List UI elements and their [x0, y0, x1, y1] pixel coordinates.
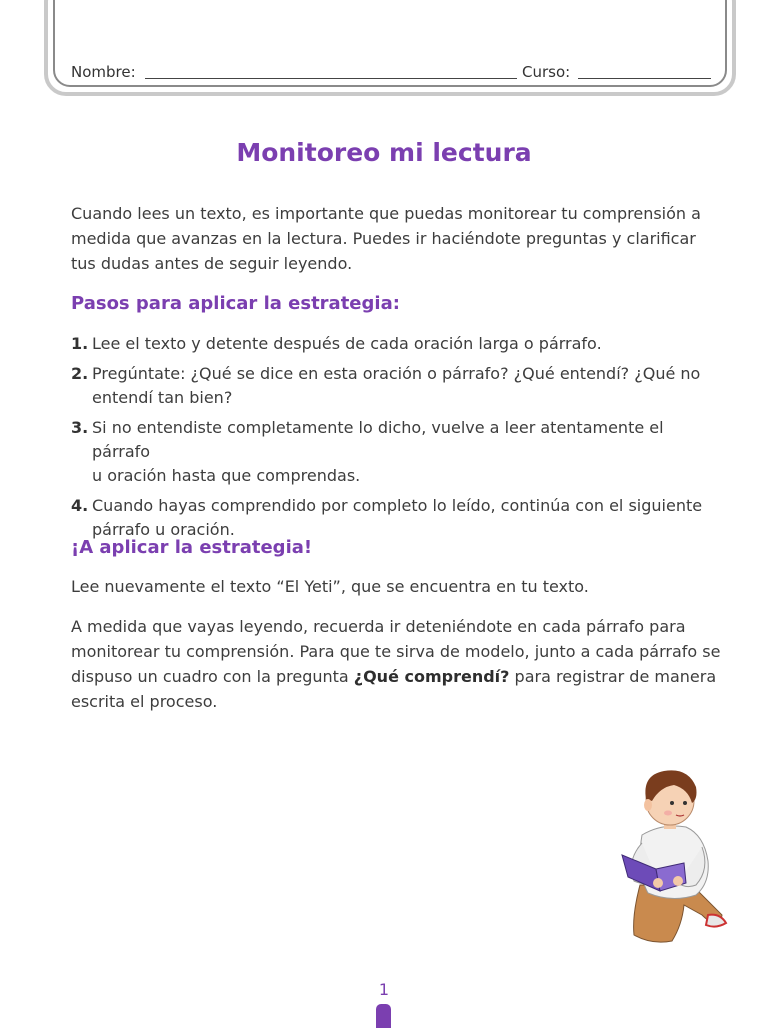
intro-line: Cuando lees un texto, es importante que puedas monitorear tu comprensión a	[71, 204, 701, 223]
step-text: u oración hasta que comprendas.	[92, 466, 361, 485]
name-label: Nombre:	[71, 63, 136, 81]
closing-line: monitorear tu comprensión. Para que te sirva de modelo, junto a cada párrafo se	[71, 642, 721, 661]
page-number: 1	[378, 980, 390, 999]
question-emphasis: ¿Qué comprendí?	[353, 667, 510, 686]
closing-line: escrita el proceso.	[71, 692, 218, 711]
name-field[interactable]	[145, 78, 517, 79]
course-label: Curso:	[522, 63, 571, 81]
intro-line: medida que avanzas en la lectura. Puedes ir haciéndote preguntas y clarificar	[71, 229, 696, 248]
closing-line: A medida que vayas leyendo, recuerda ir deteniéndote en cada párrafo para	[71, 617, 686, 636]
apply-heading: ¡A aplicar la estrategia!	[71, 537, 313, 558]
step-item	[71, 416, 721, 488]
intro-line: tus dudas antes de seguir leyendo.	[71, 254, 353, 273]
closing-text: para registrar de manera	[509, 667, 717, 686]
closing-text: dispuso un cuadro con la pregunta	[71, 667, 354, 686]
step-item	[71, 494, 721, 542]
step-text: Cuando hayas comprendido por completo lo leído, continúa con el siguiente	[92, 496, 703, 515]
closing-line	[71, 664, 721, 689]
page-title: Monitoreo mi lectura	[236, 138, 532, 167]
step-text: Pregúntate: ¿Qué se dice en esta oración o párrafo? ¿Qué entendí? ¿Qué no	[92, 364, 701, 383]
step-text: Si no entendiste completamente lo dicho, vuelve a leer atentamente el párrafo	[92, 418, 664, 461]
page-tab	[376, 1004, 391, 1028]
step-item	[71, 332, 721, 356]
student-fields	[71, 63, 711, 83]
step-text: Lee el texto y detente después de cada oración larga o párrafo.	[92, 334, 602, 353]
step-number: 2.	[71, 364, 89, 383]
step-number: 1.	[71, 334, 89, 353]
apply-instruction: Lee nuevamente el texto “El Yeti”, que se encuentra en tu texto.	[71, 577, 589, 596]
course-field[interactable]	[578, 78, 711, 79]
step-text: entendí tan bien?	[92, 388, 233, 407]
step-text: párrafo u oración.	[92, 520, 235, 539]
step-number: 4.	[71, 496, 89, 515]
steps-list	[71, 332, 721, 548]
step-item	[71, 362, 721, 410]
closing-paragraph	[71, 614, 721, 714]
intro-paragraph	[71, 201, 721, 276]
steps-heading: Pasos para aplicar la estrategia:	[71, 293, 400, 314]
boy-reading-illustration	[612, 765, 730, 951]
step-number: 3.	[71, 418, 89, 437]
